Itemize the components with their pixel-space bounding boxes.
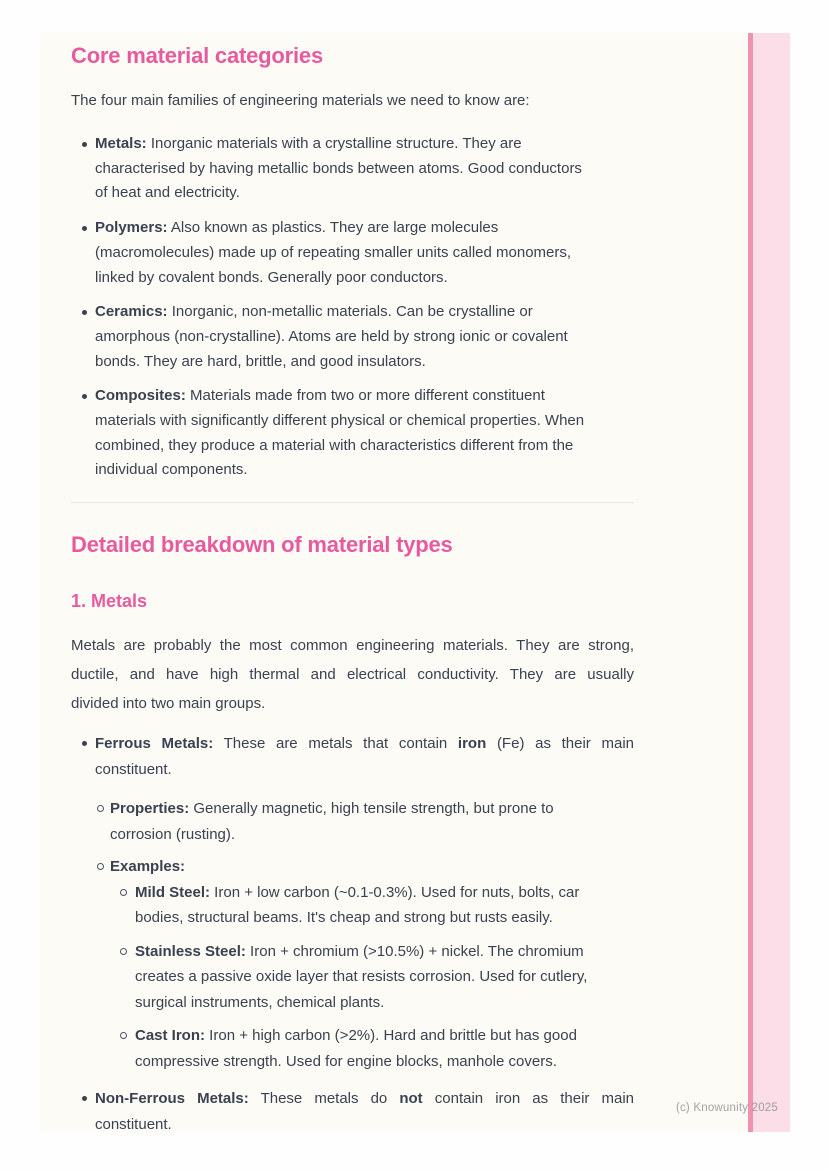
list-item-metals: [71, 132, 634, 206]
list-item-polymers: [71, 216, 634, 290]
item-text-line: characterised by having metallic bonds between atoms. Good conductors: [95, 159, 582, 177]
item-text-line: combined, they produce a material with characteristics different from the: [95, 436, 574, 454]
item-text-line: bonds. They are hard, brittle, and good insulators.: [95, 352, 426, 370]
term-label: Non-Ferrous Metals:: [95, 1090, 249, 1108]
item-text-line: amorphous (non-crystalline). Atoms are held by strong ionic or covalent: [95, 327, 568, 345]
bullet-icon: [82, 1096, 87, 1101]
page-edge-stripe-panel: [753, 33, 790, 1132]
item-text: These metals do: [248, 1090, 400, 1108]
section-heading-core-material-categories: Core material categories: [71, 43, 323, 68]
list-item-cast-iron: [71, 1023, 634, 1074]
list-item-stainless-steel: [71, 939, 634, 1016]
item-text-line: creates a passive oxide layer that resists corrosion. Used for cutlery,: [135, 968, 588, 986]
document-page: [40, 33, 790, 1132]
paragraph-line: ductile, and have high thermal and electrical conductivity. They are usually: [71, 666, 634, 684]
core-materials-list: [71, 132, 634, 483]
item-text: Iron + high carbon (>2%). Hard and brittle but has good: [205, 1027, 577, 1045]
item-text: Materials made from two or more different constituent: [185, 387, 545, 405]
list-item-examples: [71, 854, 634, 880]
item-text-line: materials with significantly different physical or chemical properties. When: [95, 412, 585, 430]
item-text-line: surgical instruments, chemical plants.: [135, 993, 385, 1011]
item-text: Iron + chromium (>10.5%) + nickel. The chromium: [245, 942, 584, 960]
section-divider: [71, 502, 634, 503]
item-text: Iron + low carbon (~0.1-0.3%). Used for nuts, bolts, car: [210, 883, 580, 901]
circle-bullet-icon: [120, 889, 127, 896]
term-label: Ceramics:: [95, 303, 168, 321]
copyright-watermark: (c) Knowunity 2025: [675, 1102, 778, 1114]
item-text: Inorganic materials with a crystalline structure. They are: [146, 135, 522, 152]
list-item-properties: [71, 796, 634, 847]
core-intro-paragraph: The four main families of engineering materials we need to know are:: [71, 92, 530, 109]
item-text: Inorganic, non-metallic materials. Can be crystalline or: [167, 303, 533, 321]
bullet-icon: [82, 394, 87, 399]
term-label: Cast Iron:: [135, 1027, 206, 1045]
item-text-line: bodies, structural beams. It's cheap and strong but rusts easily.: [135, 909, 553, 927]
item-text-line: constituent.: [95, 1116, 172, 1132]
item-text: Also known as plastics. They are large molecules: [167, 219, 499, 237]
list-item-ceramics: [71, 300, 634, 374]
term-label: Properties:: [110, 800, 190, 818]
paragraph-line: divided into two main groups.: [71, 695, 266, 713]
bullet-icon: [82, 142, 87, 147]
term-label: Examples:: [110, 858, 186, 876]
item-text-line: of heat and electricity.: [95, 184, 240, 202]
item-text-line: linked by covalent bonds. Generally poor conductors.: [95, 268, 448, 286]
list-item-non-ferrous-metals: [71, 1086, 634, 1132]
item-text: Generally magnetic, high tensile strength, but prone to: [189, 800, 554, 818]
subsection-heading-1-metals: 1. Metals: [71, 591, 148, 612]
item-text-line: constituent.: [95, 761, 172, 779]
item-text-line: compressive strength. Used for engine blocks, manhole covers.: [135, 1052, 557, 1070]
item-text: (Fe) as their main: [486, 735, 634, 753]
section-heading-detailed-breakdown: Detailed breakdown of material types: [71, 532, 453, 558]
circle-bullet-icon: [120, 1032, 127, 1039]
term-label: Mild Steel:: [135, 883, 211, 901]
circle-bullet-icon: [97, 863, 104, 870]
item-text: These are metals that contain: [213, 735, 458, 753]
page-edge-stripe-line: [748, 33, 753, 1132]
list-item-mild-steel: [71, 880, 634, 931]
circle-bullet-icon: [120, 948, 127, 955]
bullet-icon: [82, 226, 87, 231]
bold-word: iron: [457, 735, 487, 753]
term-label: Stainless Steel:: [135, 942, 246, 960]
metal-groups-list: [71, 731, 634, 1132]
page-content: [71, 42, 634, 1132]
term-label: Metals:: [95, 135, 147, 152]
term-label: Composites:: [95, 387, 186, 405]
item-text: contain iron as their main: [422, 1090, 634, 1108]
term-label: Polymers:: [95, 219, 168, 237]
term-label: Ferrous Metals:: [95, 735, 214, 753]
bold-word: not: [399, 1090, 423, 1108]
item-text-line: (macromolecules) made up of repeating smaller units called monomers,: [95, 243, 572, 261]
list-item-composites: [71, 384, 634, 483]
item-text-line: corrosion (rusting).: [110, 825, 236, 843]
bullet-icon: [82, 741, 87, 746]
circle-bullet-icon: [97, 805, 104, 812]
paragraph-line: Metals are probably the most common engineering materials. They are strong,: [71, 637, 634, 655]
item-text-line: individual components.: [95, 461, 248, 479]
list-item-ferrous-metals: [71, 731, 634, 783]
bullet-icon: [82, 310, 87, 315]
metals-intro-paragraph: [71, 631, 634, 718]
